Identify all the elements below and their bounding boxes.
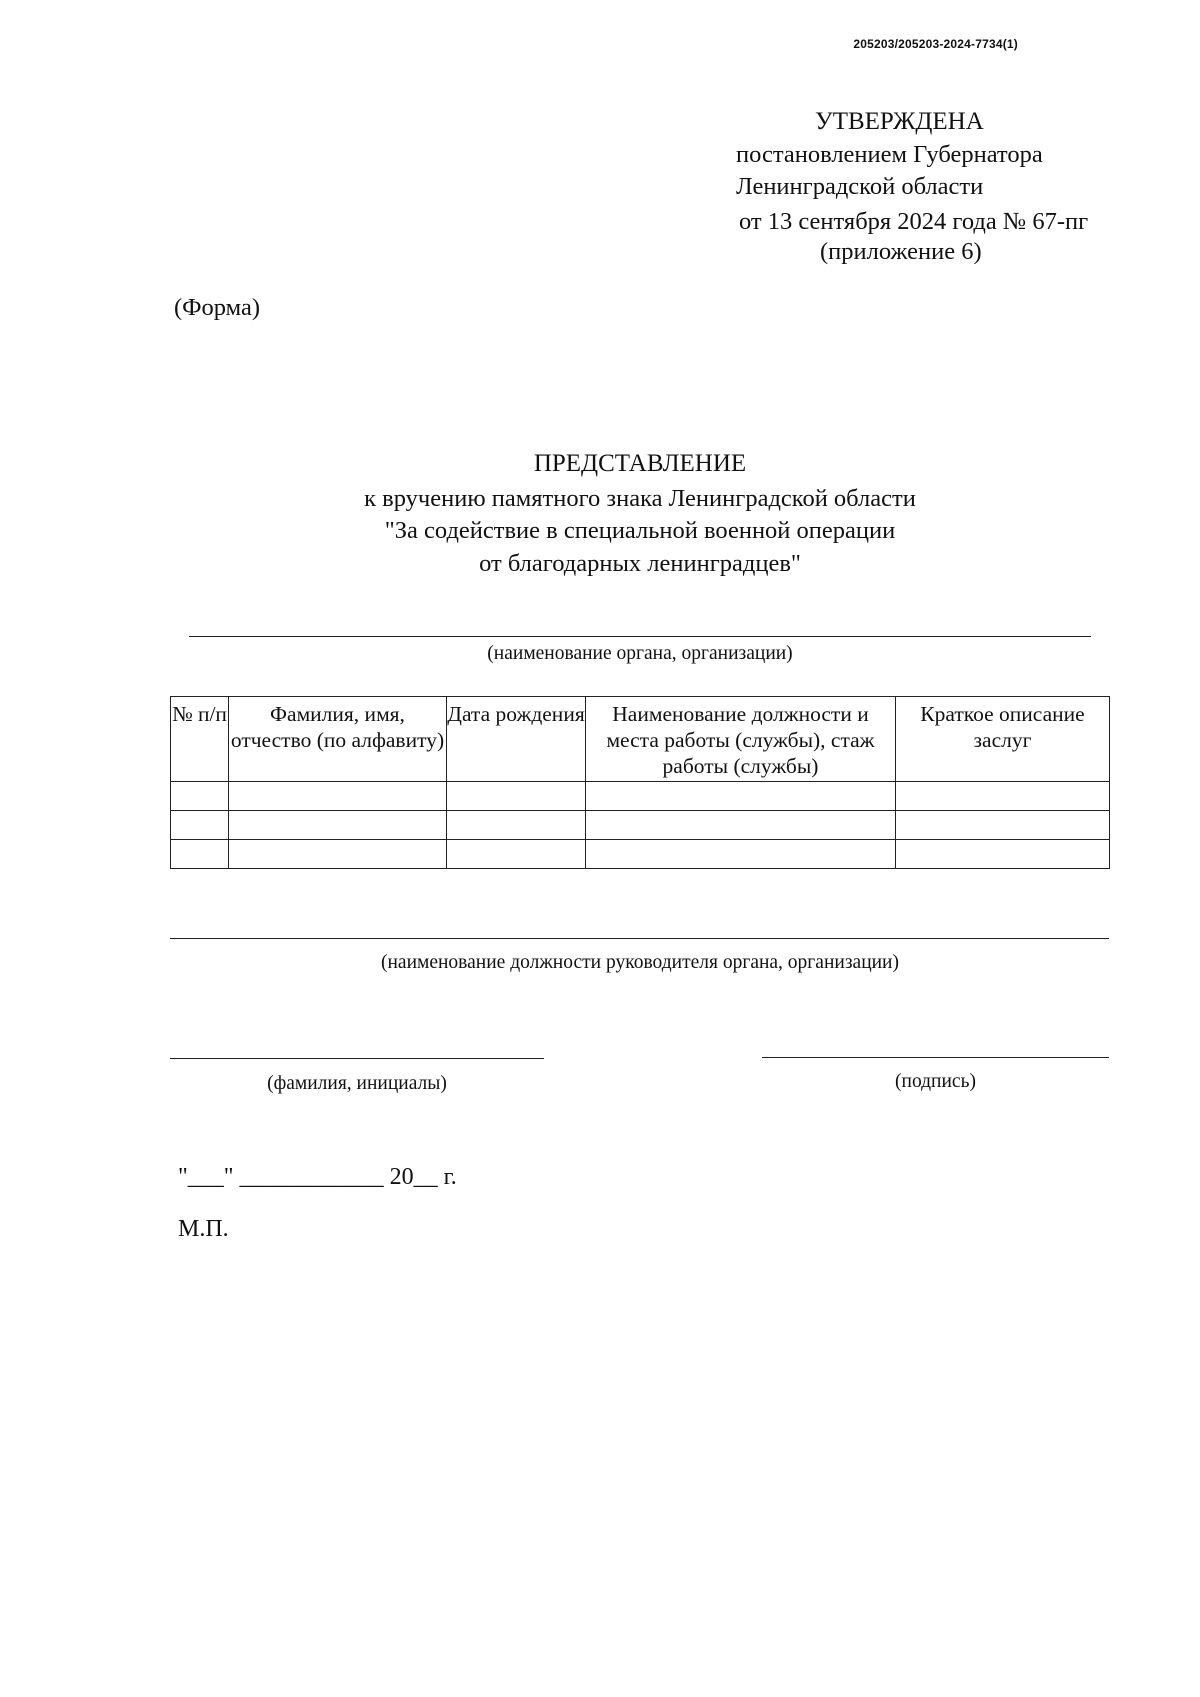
table-cell[interactable] bbox=[896, 811, 1110, 840]
head-position-field-line[interactable] bbox=[170, 938, 1109, 939]
org-name-field-line[interactable] bbox=[189, 636, 1091, 637]
table-cell[interactable] bbox=[896, 782, 1110, 811]
table-cell[interactable] bbox=[586, 840, 896, 869]
signature-field-line[interactable] bbox=[762, 1057, 1109, 1058]
table-row bbox=[171, 811, 1110, 840]
header-position-workplace: Наименование должности и места работы (службы), стаж работы (службы) bbox=[586, 697, 896, 782]
table-cell[interactable] bbox=[229, 840, 447, 869]
table-cell[interactable] bbox=[171, 840, 229, 869]
table-header-row bbox=[171, 697, 1110, 782]
approval-title: УТВЕРЖДЕНА bbox=[815, 108, 984, 135]
nominees-table bbox=[170, 696, 1110, 869]
table-cell[interactable] bbox=[229, 782, 447, 811]
header-birth-date: Дата рождения bbox=[447, 697, 586, 782]
approval-line-1: постановлением Губернатора bbox=[736, 141, 1043, 168]
header-merits-description: Краткое описание заслуг bbox=[896, 697, 1110, 782]
head-position-caption: (наименование должности руководителя органа, организации) bbox=[380, 952, 899, 973]
table-cell[interactable] bbox=[447, 840, 586, 869]
name-initials-field-line[interactable] bbox=[170, 1058, 544, 1059]
header-full-name: Фамилия, имя, отчество (по алфавиту) bbox=[229, 697, 447, 782]
header-number: № п/п bbox=[171, 697, 229, 782]
table-cell[interactable] bbox=[171, 811, 229, 840]
table-cell[interactable] bbox=[229, 811, 447, 840]
approval-line-4: (приложение 6) bbox=[820, 238, 982, 265]
name-initials-caption: (фамилия, инициалы) bbox=[267, 1073, 447, 1094]
table-row bbox=[171, 782, 1110, 811]
document-subtitle-line-1: к вручению памятного знака Ленинградской области bbox=[364, 485, 916, 512]
document-subtitle-line-2: "За содействие в специальной военной операции bbox=[384, 517, 896, 544]
table-cell[interactable] bbox=[586, 811, 896, 840]
seal-label: М.П. bbox=[178, 1216, 229, 1242]
approval-line-2: Ленинградской области bbox=[736, 173, 984, 200]
date-field[interactable]: "___" ____________ 20__ г. bbox=[178, 1164, 457, 1190]
document-title: ПРЕДСТАВЛЕНИЕ bbox=[533, 450, 747, 477]
form-label: (Форма) bbox=[174, 294, 261, 321]
document-subtitle-line-3: от благодарных ленинградцев" bbox=[479, 550, 801, 577]
table-cell[interactable] bbox=[447, 811, 586, 840]
table-row bbox=[171, 840, 1110, 869]
org-name-caption: (наименование органа, организации) bbox=[487, 643, 793, 664]
document-id-number: 205203/205203-2024-7734(1) bbox=[853, 37, 1018, 51]
table-cell[interactable] bbox=[447, 782, 586, 811]
approval-line-3: от 13 сентября 2024 года № 67-пг bbox=[739, 208, 1089, 235]
signature-caption: (подпись) bbox=[895, 1071, 976, 1092]
table-cell[interactable] bbox=[171, 782, 229, 811]
table-cell[interactable] bbox=[896, 840, 1110, 869]
table-cell[interactable] bbox=[586, 782, 896, 811]
